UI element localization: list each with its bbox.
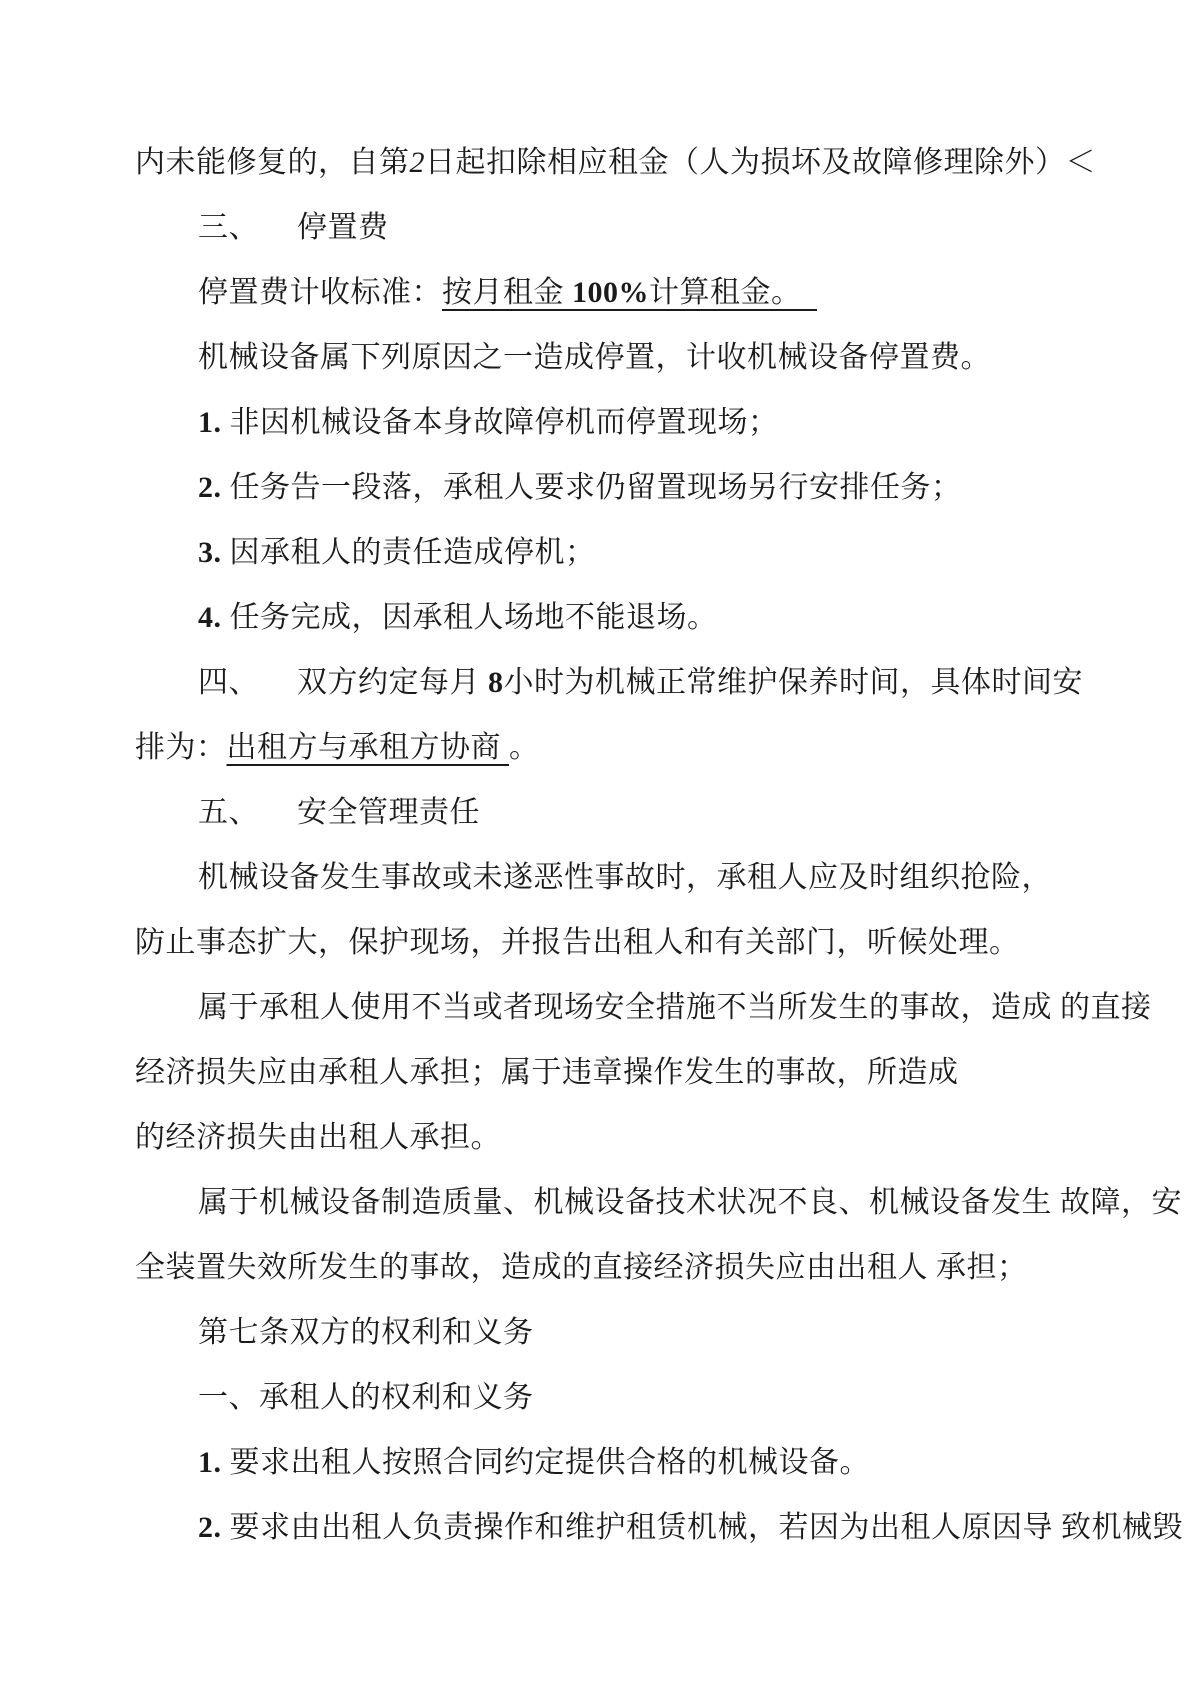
text-segment: 3. [198,536,222,569]
text-segment: 。 [509,731,540,764]
text-segment: 按月租金 [442,276,572,309]
text-line-20 [135,1365,1136,1430]
text-line-14 [135,975,1152,1040]
text-line-11 [135,780,1136,845]
text-segment: 的经济损失由出租人承担。 [135,1121,501,1154]
text-line-2 [135,195,1136,260]
text-segment: 防止事态扩大，保护现场，并报告出租人和有关部门，听候处理。 [135,926,1020,959]
document-body [135,130,1183,1560]
text-segment: 内未能修复的，自第 [135,146,410,179]
text-segment: 因承租人的责任造成停机； [221,536,596,569]
text-segment: 三、 [198,211,259,244]
text-segment: 100% [572,276,649,309]
text-line-17 [135,1170,1182,1235]
text-segment: 2 [409,146,425,179]
text-segment: 2. [198,471,222,504]
text-segment: 排为： [135,731,227,764]
text-line-7 [135,520,1136,585]
text-line-12 [135,845,1136,910]
text-line-13 [135,910,1136,975]
tab-gap [259,821,297,822]
text-segment: 机械设备发生事故或未遂恶性事故时，承租人应及时组织抢险， [198,861,1052,894]
text-segment: 8 [488,666,504,699]
text-segment: 经济损失应由承租人承担；属于违章操作发生的事故，所造成 [135,1056,959,1089]
tab-gap [259,236,297,237]
text-line-21 [135,1430,1136,1495]
text-segment: 安全管理责任 [297,796,480,829]
text-segment: 要求出租人按照合同约定提供合格的机械设备。 [221,1446,870,1479]
text-segment: 第七条双方的权利和义务 [198,1316,534,1349]
text-line-10 [135,715,1136,780]
text-segment: 一、承租人的权利和义务 [198,1381,534,1414]
text-segment: 任务告一段落，承租人要求仍留置现场另行安排任务； [221,471,962,504]
text-segment: 要求由出租人负责操作和维护租赁机械，若因为出租人原因导 致机械毁 [221,1511,1183,1544]
text-line-18 [135,1235,1136,1300]
text-line-6 [135,455,1136,520]
text-line-9 [135,650,1136,715]
text-segment: 1. [198,1446,222,1479]
text-segment: 计算租金。 [649,276,787,309]
text-line-22 [135,1495,1183,1560]
tab-gap [259,691,297,692]
text-line-19 [135,1300,1136,1365]
text-segment: 四、 [198,666,259,699]
text-segment: 属于承租人使用不当或者现场安全措施不当所发生的事故，造成 的直接 [198,991,1152,1024]
text-line-8 [135,585,1136,650]
text-line-3 [135,260,1136,325]
text-segment [787,276,818,309]
text-segment: 小时为机械正常维护保养时间，具体时间安 [503,666,1083,699]
text-segment: 全装置失效所发生的事故，造成的直接经济损失应由出租人 承担； [135,1251,1028,1284]
text-line-1 [135,130,1136,195]
text-segment: 1. [198,406,222,439]
text-segment: 日起扣除相应租金（人为损坏及故障修理除外）＜ [425,146,1096,179]
text-segment: 停置费计收标准： [198,276,442,309]
text-segment: 停置费 [297,211,389,244]
text-segment: 出租方与承租方协商 [226,731,509,764]
text-segment: 任务完成，因承租人场地不能退场。 [221,601,718,634]
text-segment: 非因机械设备本身故障停机而停置现场； [221,406,779,439]
text-segment: 4. [198,601,222,634]
text-segment: 双方约定每月 [297,666,488,699]
text-line-16 [135,1105,1136,1170]
text-line-4 [135,325,1136,390]
text-segment: 2. [198,1511,222,1544]
text-segment: 机械设备属下列原因之一造成停置，计收机械设备停置费。 [198,341,991,374]
text-segment: 五、 [198,796,259,829]
text-segment: 属于机械设备制造质量、机械设备技术状况不良、机械设备发生 故障，安 [198,1186,1182,1219]
text-line-15 [135,1040,1136,1105]
text-line-5 [135,390,1136,455]
